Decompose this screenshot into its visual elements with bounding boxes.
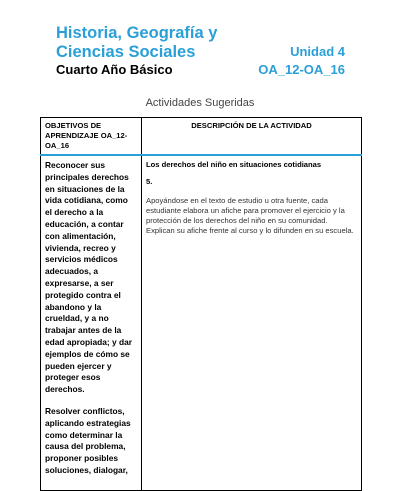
- objective-text: Reconocer sus principales derechos en situaciones de la vida cotidiana, como el derecho a la educación, a contar con alimentación, vivienda, recreo y servicios médicos adecuados, a expresarse, a ser protegido contra el abandono y la crueldad, y a no trabajar antes de la edad apropiada; y dar ejemplos de cómo se pueden ejercer y proteger esos derechos.: [45, 160, 133, 395]
- description-header: DESCRIPCIÓN DE LA ACTIVIDAD: [142, 118, 362, 156]
- activities-table: [40, 117, 362, 491]
- objectives-cell: [41, 155, 142, 490]
- activity-number: 5.: [146, 177, 153, 186]
- table-row: [41, 155, 362, 490]
- objective-text: Resolver conflictos, aplicando estrategias como determinar la causa del problema, proponer posibles soluciones, dialogar,: [45, 405, 131, 475]
- activity-description: Apoyándose en el texto de estudio u otra fuente, cada estudiante elabora un afiche para promover el ejercicio y la protección de los derechos del niño en su comunidad. Explican su afiche frente al curso y lo difunden en su escuela.: [146, 196, 354, 235]
- description-cell: [142, 155, 362, 490]
- activity-title: Los derechos del niño en situaciones cotidianas: [146, 160, 322, 169]
- section-title: Actividades Sugeridas: [145, 97, 255, 109]
- table-header-row: [41, 118, 362, 156]
- oa-range-label: OA_12-OA_16: [258, 62, 345, 77]
- subject-title: Historia, Geografía y Ciencias Sociales: [56, 24, 218, 61]
- grade-label: Cuarto Año Básico: [56, 62, 173, 77]
- objectives-header: OBJETIVOS DE APRENDIZAJE OA_12-OA_16: [41, 118, 142, 156]
- unit-label: Unidad 4: [290, 44, 345, 59]
